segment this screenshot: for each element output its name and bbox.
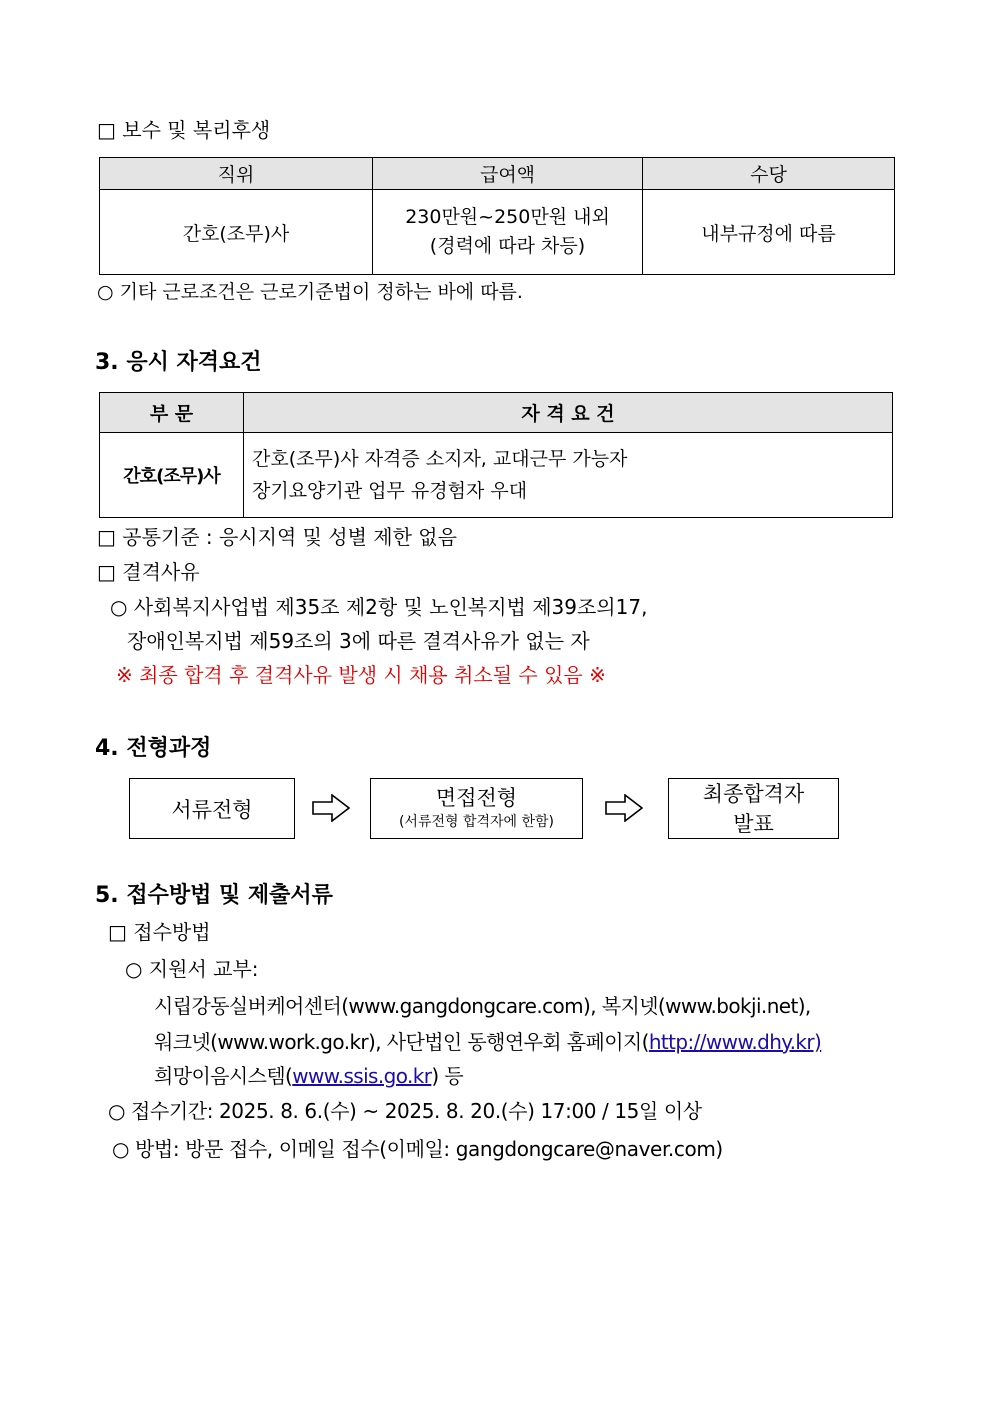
application-method: ○ 방법: 방문 접수, 이메일 접수(이메일: gangdongcare@naver.com) (112, 1137, 723, 1161)
method-sites-line2 (154, 1026, 821, 1055)
sites-line3-pre: 희망이음시스템( (154, 1064, 293, 1088)
sites-line2-text: 워크넷(www.work.go.kr), 사단법인 동행연우회 홈페이지( (154, 1030, 649, 1054)
section5-title: 5. 접수방법 및 제출서류 (95, 883, 333, 908)
req-line2: 장기요양기관 업무 유경험자 우대 (252, 480, 528, 502)
step-document-screening (129, 778, 295, 839)
pay-note: ○ 기타 근로조건은 근로기준법이 정하는 바에 따름. (97, 281, 523, 303)
disq-line2: 장애인복지법 제59조의 3에 따른 결격사유가 없는 자 (127, 629, 590, 653)
section4-title: 4. 전형과정 (95, 736, 212, 761)
step-final-announcement (668, 778, 839, 839)
step-interview (370, 778, 583, 839)
pay-cell-position: 간호(조무)사 (100, 190, 373, 275)
salary-line2: (경력에 따라 차등) (429, 235, 586, 257)
pay-cell-salary (373, 190, 643, 275)
arrow-right-icon (312, 794, 350, 822)
step3-line2: 발표 (733, 811, 774, 836)
qual-cell-req (244, 433, 893, 518)
pay-header-salary: 급여액 (373, 158, 643, 190)
method-sites-line1: 시립강동실버케어센터(www.gangdongcare.com), 복지넷(www.bokji.net), (154, 994, 811, 1018)
section3-title: 3. 응시 자격요건 (95, 350, 262, 375)
pay-table (99, 157, 895, 275)
disq-line1: ○ 사회복지사업법 제35조 제2항 및 노인복지법 제39조의17, (110, 595, 648, 619)
dhy-link[interactable]: http://www.dhy.kr) (648, 1030, 822, 1054)
qual-cell-dept: 간호(조무)사 (100, 433, 244, 518)
pay-header-position: 직위 (100, 158, 373, 190)
qualification-table (99, 392, 893, 518)
pay-cell-allowance: 내부규정에 따름 (643, 190, 895, 275)
step3-line1: 최종합격자 (702, 781, 805, 806)
disq-heading: □ 결격사유 (97, 560, 200, 584)
arrow-right-icon (605, 794, 643, 822)
common-criteria: □ 공통기준 : 응시지역 및 성별 제한 없음 (97, 525, 457, 549)
req-line1: 간호(조무)사 자격증 소지자, 교대근무 가능자 (252, 448, 628, 470)
qual-header-dept: 부 문 (100, 393, 244, 433)
sites-line3-post: ) 등 (431, 1064, 464, 1088)
method-bullet-forms: ○ 지원서 교부: (125, 957, 259, 981)
pay-heading: □ 보수 및 복리후생 (97, 118, 271, 142)
step1-label: 서류전형 (171, 797, 253, 822)
ssis-link[interactable]: www.ssis.go.kr (292, 1064, 432, 1088)
step2-label: 면접전형 (435, 785, 518, 810)
step2-sub: (서류전형 합격자에 한함) (398, 813, 555, 830)
method-heading: □ 접수방법 (108, 920, 211, 944)
pay-header-allowance: 수당 (643, 158, 895, 190)
application-period: ○ 접수기간: 2025. 8. 6.(수) ~ 2025. 8. 20.(수) 17:00 / 15일 이상 (108, 1099, 702, 1123)
method-sites-line3 (154, 1060, 463, 1089)
disq-warning: ※ 최종 합격 후 결격사유 발생 시 채용 취소될 수 있음 ※ (116, 663, 606, 687)
qual-header-req: 자 격 요 건 (244, 393, 893, 433)
salary-line1: 230만원~250만원 내외 (405, 206, 610, 228)
